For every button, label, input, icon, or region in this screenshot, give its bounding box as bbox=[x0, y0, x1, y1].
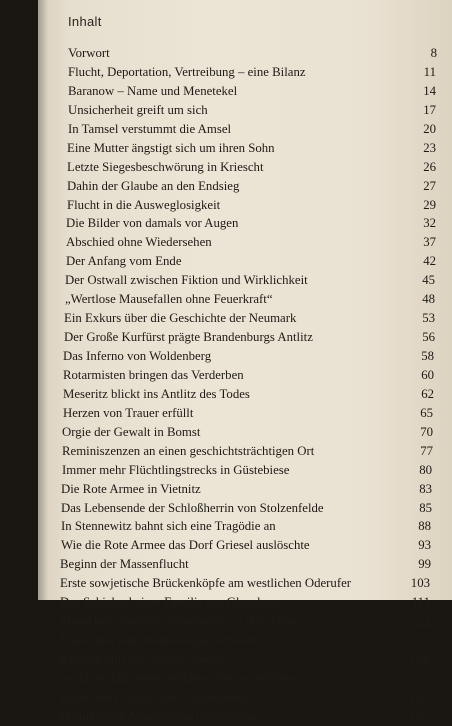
toc-entry-page: 77 bbox=[420, 443, 433, 458]
toc-entry-page: 23 bbox=[423, 140, 436, 155]
toc-entry-page: 45 bbox=[422, 273, 435, 288]
toc-entry-page: 53 bbox=[422, 311, 435, 326]
toc-entry bbox=[60, 499, 440, 518]
page-heading: Inhalt bbox=[68, 14, 102, 29]
toc-entry-page: 83 bbox=[419, 481, 432, 496]
toc-entry-title: Schukow läßt seine Soldaten sinnlos verbluten bbox=[60, 670, 299, 685]
toc-entry bbox=[60, 139, 440, 158]
toc-entry-page: 26 bbox=[423, 159, 436, 174]
toc-entry-title: Beginn der Massenflucht bbox=[60, 557, 189, 572]
toc-entry-title: Der Ostwall zwischen Fiktion und Wirklichkeit bbox=[65, 273, 308, 288]
toc-entry-page: 17 bbox=[423, 102, 436, 117]
toc-entry-page: 125 bbox=[409, 633, 429, 648]
page-gutter-shadow bbox=[38, 0, 48, 600]
toc-entry-title: Meseritz blickt ins Antlitz des Todes bbox=[63, 386, 250, 401]
toc-entry bbox=[60, 688, 440, 707]
toc-entry-page: 122 bbox=[410, 614, 430, 629]
toc-entry-title: Unsicherheit greift um sich bbox=[68, 102, 208, 117]
toc-entry bbox=[60, 101, 440, 120]
toc-entry-page: 140 bbox=[408, 708, 428, 723]
toc-entry-page: 103 bbox=[410, 576, 430, 591]
toc-entry-title: Erste sowjetische Brückenköpfe am westlichen Oderufer bbox=[60, 576, 352, 591]
toc-entry-page: 56 bbox=[422, 330, 435, 345]
toc-entry bbox=[60, 328, 440, 347]
toc-entry bbox=[60, 196, 440, 215]
toc-entry-page: 58 bbox=[421, 349, 434, 363]
toc-entry-page: 14 bbox=[423, 83, 436, 98]
toc-entry-page: 42 bbox=[423, 254, 436, 269]
toc-entry-page: 62 bbox=[421, 386, 434, 401]
toc-entry-title: Endstation Deportationslager Schwiebus bbox=[60, 633, 269, 648]
toc-entry bbox=[60, 612, 440, 631]
toc-entry bbox=[60, 707, 440, 726]
toc-entry-page: 29 bbox=[423, 197, 436, 212]
toc-entry-title: Orgie der Gewalt in Bomst bbox=[62, 424, 201, 439]
toc-entry bbox=[60, 177, 440, 196]
toc-entry-page: 70 bbox=[420, 424, 433, 439]
toc-entry bbox=[60, 120, 440, 139]
toc-entry-page: 37 bbox=[423, 235, 436, 250]
toc-entry-title: „Wertlose Mausefallen ohne Feuerkraft“ bbox=[65, 292, 273, 307]
toc-entry bbox=[60, 82, 440, 101]
toc-entry bbox=[60, 461, 440, 480]
toc-entry-title: Letzte Siegesbeschwörung in Kriescht bbox=[67, 159, 264, 174]
toc-entry-page: 27 bbox=[423, 178, 436, 193]
toc-entry bbox=[60, 290, 440, 309]
toc-entry bbox=[60, 442, 440, 461]
toc-entry-page: 80 bbox=[419, 462, 432, 477]
toc-entry-title: Menschen scheiden gemeinsam aus dem Leben bbox=[60, 614, 303, 629]
toc-entry-page: 8 bbox=[430, 46, 437, 60]
toc-entry-page: 132 bbox=[409, 670, 429, 685]
book-page bbox=[38, 0, 452, 723]
toc-entry bbox=[60, 593, 440, 612]
toc-entry-page: 93 bbox=[418, 538, 431, 553]
toc-entry-title: Das Inferno von Woldenberg bbox=[63, 349, 212, 363]
toc-entry-title: Flucht in die Ausweglosigkeit bbox=[67, 197, 221, 212]
toc-entry-title: Kleinitz fällt der Gewalt anheim bbox=[60, 652, 226, 666]
toc-entry-title: Baranow – Name und Menetekel bbox=[68, 83, 238, 98]
toc-entry-title: Flucht, Deportation, Vertreibung – eine Bilanz bbox=[68, 64, 306, 79]
toc-entry-title: Der Anfang vom Ende bbox=[66, 254, 182, 269]
toc-entry-page: 65 bbox=[420, 405, 433, 420]
toc-entry-page: 136 bbox=[408, 689, 428, 704]
toc-entry-page: 60 bbox=[421, 367, 434, 382]
toc-entry-page: 88 bbox=[418, 519, 431, 534]
toc-entry-page: 99 bbox=[418, 557, 431, 572]
toc-entry bbox=[60, 650, 440, 669]
toc-entry-title: In Stennewitz bahnt sich eine Tragödie an bbox=[61, 519, 276, 534]
toc-entry-page: 128 bbox=[409, 652, 429, 666]
toc-entry bbox=[60, 423, 440, 442]
toc-entry-page: 32 bbox=[423, 216, 436, 231]
toc-entry bbox=[60, 385, 440, 404]
toc-entry-title: Herzen von Trauer erfüllt bbox=[63, 405, 194, 420]
toc-entry bbox=[60, 366, 440, 385]
toc-entry bbox=[60, 536, 440, 555]
toc-entry bbox=[60, 631, 440, 650]
toc-entry bbox=[60, 233, 440, 252]
toc-entry-title: In Tamsel verstummt die Amsel bbox=[68, 121, 232, 136]
toc-entry bbox=[60, 347, 440, 366]
toc-entry-title: Der Große Kurfürst prägte Brandenburgs Antlitz bbox=[64, 330, 313, 345]
toc-entry-title: Reminiszenzen an einen geschichtsträchtigen Ort bbox=[62, 443, 315, 458]
toc-entry-title: Das Lebensende der Schloßherrin von Stolzenfelde bbox=[61, 500, 324, 515]
toc-entry bbox=[60, 404, 440, 423]
toc-entry-page: 11 bbox=[423, 64, 436, 79]
toc-entry-title: Eine Mutter ängstigt sich um ihren Sohn bbox=[67, 140, 275, 155]
toc-entry bbox=[60, 574, 440, 593]
toc-entry-title: Rotarmisten bringen das Verderben bbox=[63, 367, 244, 382]
toc-entry-page: 85 bbox=[419, 500, 432, 515]
toc-entry-title: Kunersdorf bringt sich in Erinnerung bbox=[60, 689, 250, 704]
toc-entry-title: Wie die Rote Armee das Dorf Griesel auslöschte bbox=[61, 538, 310, 553]
toc-entry bbox=[60, 214, 440, 233]
toc-entry-page: 111 bbox=[411, 595, 430, 610]
toc-entry-title: Dramatische Augenblicke in Sternberg bbox=[60, 708, 259, 723]
toc-entry-title: Die Rote Armee in Vietnitz bbox=[61, 481, 201, 496]
toc-entry bbox=[60, 63, 440, 82]
toc-entry-title: Immer mehr Flüchtlingstrecks in Güstebiese bbox=[62, 462, 290, 477]
table-of-contents bbox=[60, 44, 440, 726]
toc-entry bbox=[60, 309, 440, 328]
toc-entry bbox=[60, 252, 440, 271]
toc-entry-title: Die Bilder von damals vor Augen bbox=[66, 216, 239, 231]
toc-entry bbox=[60, 44, 440, 63]
toc-entry bbox=[60, 158, 440, 177]
toc-entry-title: Ein Exkurs über die Geschichte der Neumark bbox=[64, 311, 297, 326]
toc-entry bbox=[60, 669, 440, 688]
toc-entry-title: Vorwort bbox=[68, 46, 110, 60]
toc-entry bbox=[60, 517, 440, 536]
toc-entry bbox=[60, 271, 440, 290]
toc-entry-title: Dahin der Glaube an den Endsieg bbox=[67, 178, 240, 193]
toc-entry-page: 48 bbox=[422, 292, 435, 307]
toc-entry-title: Das Schicksal einer Familie aus Glauchow bbox=[60, 595, 280, 610]
toc-entry bbox=[60, 555, 440, 574]
toc-entry-title: Abschied ohne Wiedersehen bbox=[66, 235, 212, 250]
toc-entry-page: 20 bbox=[423, 121, 436, 136]
toc-entry bbox=[60, 480, 440, 499]
